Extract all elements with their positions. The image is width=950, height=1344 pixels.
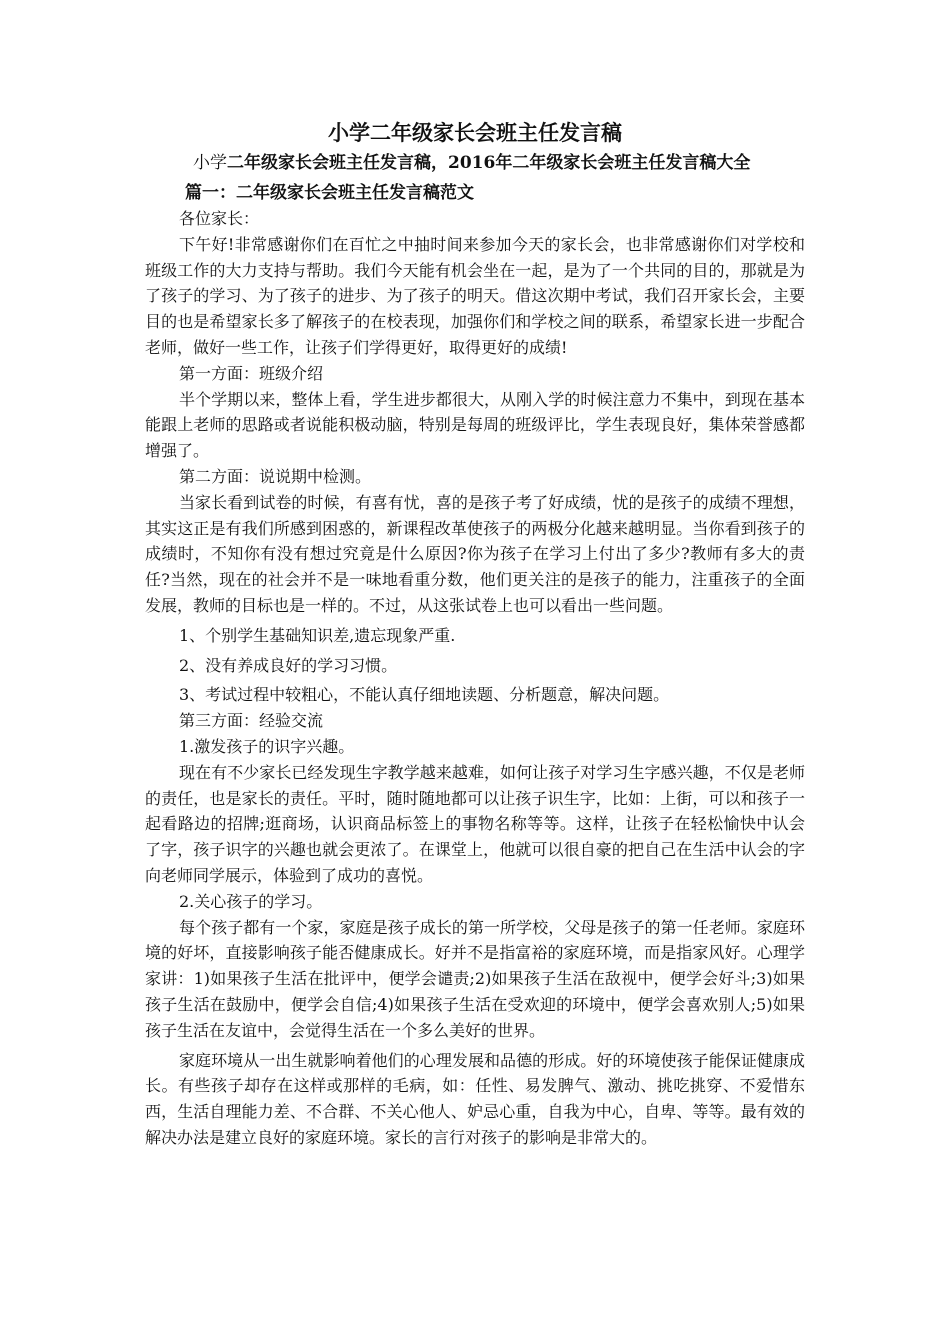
subtitle-plain-part: 小学 — [193, 153, 227, 173]
salutation: 各位家长： — [179, 209, 260, 228]
heading-part-one: 第一方面：班级介绍 — [179, 363, 324, 383]
heading-part-three: 第三方面：经验交流 — [179, 711, 324, 731]
document-page — [145, 118, 805, 1151]
section-heading: 篇一：二年级家长会班主任发言稿范文 — [185, 183, 474, 203]
paragraph-family: 每个孩子都有一个家，家庭是孩子成长的第一所学校，父母是孩子的第一任老师。家庭环境的好坏，直接影响孩子能否健康成长。好并不是指富裕的家庭环境，而是指家风好。心理学家讲：1)如果孩子生活在批评中，便学会谴责;2)如果孩子生活在敌视中，便学会好斗;3)如果孩子生活在鼓励中，便学会自信;4)如果孩子生活在受欢迎的环境中，便学会喜欢别人;5)如果孩子生活在友谊中，会觉得生活在一个多么美好的世界。 — [145, 917, 805, 1040]
subheading-2: 2.关心孩子的学习。 — [179, 891, 323, 911]
list-item-2: 2、没有养成良好的学习习惯。 — [179, 655, 398, 675]
list-item-1: 1、个别学生基础知识差,遗忘现象严重. — [179, 625, 456, 645]
document-subtitle — [145, 150, 805, 176]
heading-part-two: 第二方面：说说期中检测。 — [179, 466, 372, 486]
list-item-3: 3、考试过程中较粗心，不能认真仔细地读题、分析题意，解决问题。 — [179, 685, 670, 705]
paragraph-environment: 家庭环境从一出生就影响着他们的心理发展和品德的形成。好的环境使孩子能保证健康成长。有些孩子却存在这样或那样的毛病，如：任性、易发脾气、激动、挑吃挑穿、不爱惜东西，生活自理能力差、不合群、不关心他人、妒忌心重，自我为中心，自卑、等等。最有效的解决办法是建立良好的家庭环境。家长的言行对孩子的影响是非常大的。 — [145, 1050, 805, 1147]
paragraph-literacy: 现在有不少家长已经发现生字教学越来越难，如何让孩子对学习生字感兴趣，不仅是老师的责任，也是家长的责任。平时，随时随地都可以让孩子识生字，比如：上街，可以和孩子一起看路边的招牌;逛商场，认识商品标签上的事物名称等等。这样，让孩子在轻松愉快中认会了字，孩子识字的兴趣也就会更浓了。在课堂上，他就可以很自豪的把自己在生活中认会的字向老师同学展示，体验到了成功的喜悦。 — [145, 762, 805, 885]
paragraph-class-intro: 半个学期以来，整体上看，学生进步都很大，从刚入学的时候注意力不集中，到现在基本能跟上老师的思路或者说能积极动脑，特别是每周的班级评比，学生表现良好，集体荣誉感都增强了。 — [145, 389, 805, 461]
paragraph-opening: 下午好!非常感谢你们在百忙之中抽时间来参加今天的家长会，也非常感谢你们对学校和班级工作的大力支持与帮助。我们今天能有机会坐在一起，是为了一个共同的目的，那就是为了孩子的学习、为了孩子的进步、为了孩子的明天。借这次期中考试，我们召开家长会，主要目的也是希望家长多了解孩子的在校表现，加强你们和学校之间的联系，希望家长进一步配合老师，做好一些工作，让孩子们学得更好，取得更好的成绩! — [145, 234, 805, 357]
document-title: 小学二年级家长会班主任发言稿 — [328, 120, 622, 145]
paragraph-midterm: 当家长看到试卷的时候，有喜有忧，喜的是孩子考了好成绩，忧的是孩子的成绩不理想，其实这正是有我们所感到困惑的，新课程改革使孩子的两极分化越来越明显。当你看到孩子的成绩时，不知你有没有想过究竟是什么原因?你为孩子在学习上付出了多少?教师有多大的责任?当然，现在的社会并不是一味地看重分数，他们更关注的是孩子的能力，注重孩子的全面发展，教师的目标也是一样的。不过，从这张试卷上也可以看出一些问题。 — [145, 492, 805, 615]
subtitle-bold-part: 二年级家长会班主任发言稿，2016年二年级家长会班主任发言稿大全 — [227, 153, 751, 173]
subheading-1: 1.激发孩子的识字兴趣。 — [179, 736, 355, 756]
